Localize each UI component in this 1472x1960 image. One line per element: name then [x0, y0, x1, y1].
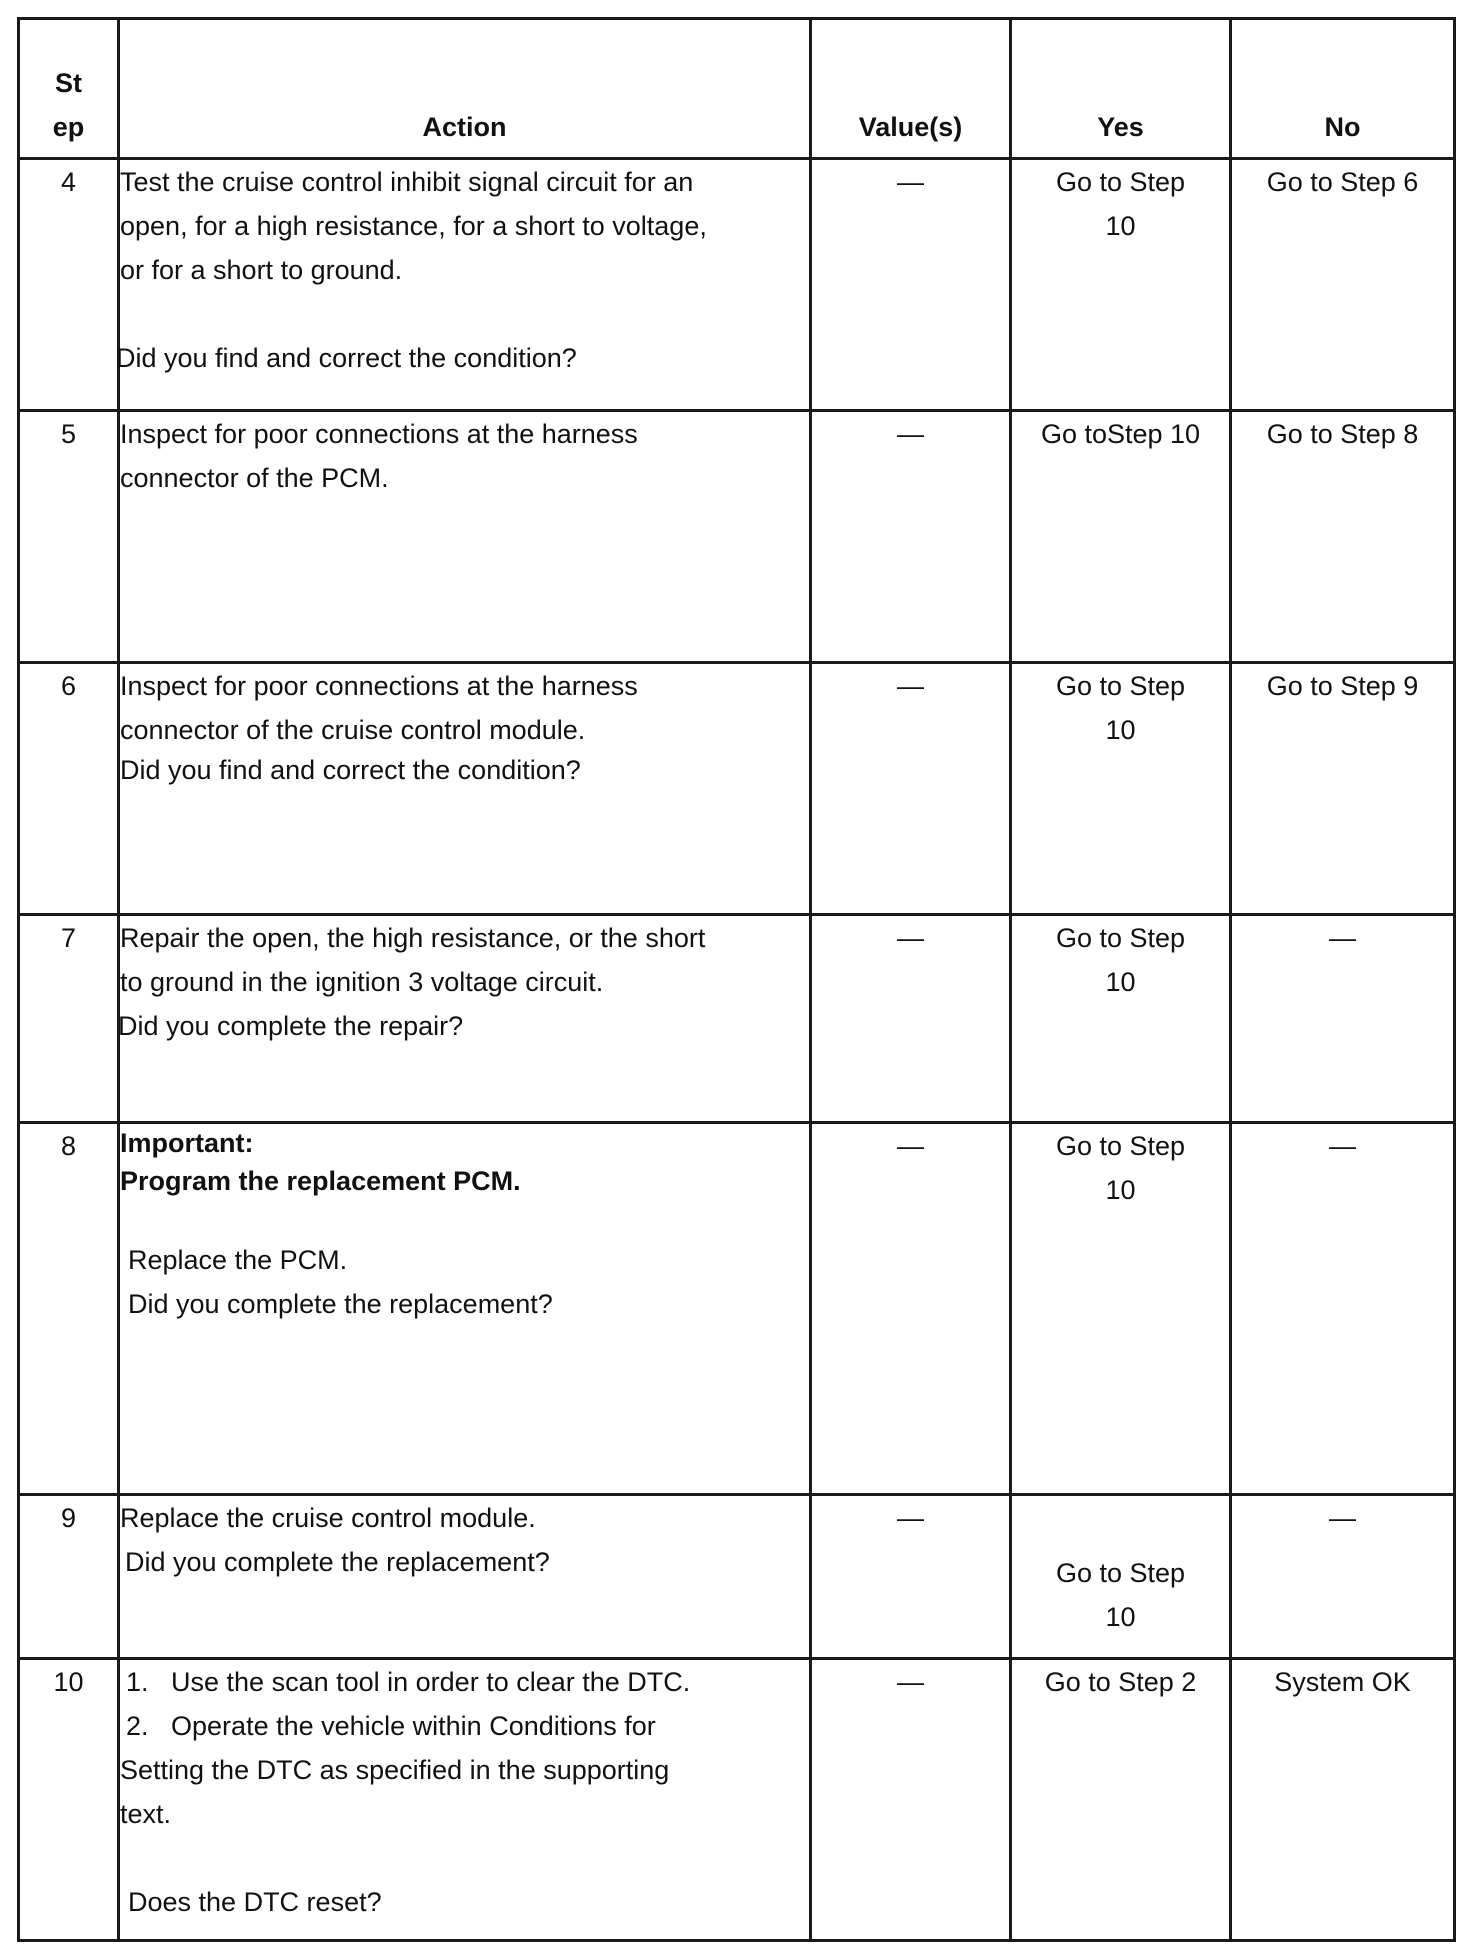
- action-line: Test the cruise control inhibit signal circuit for an: [120, 167, 694, 197]
- action-line: 2. Operate the vehicle within Conditions for: [126, 1711, 656, 1741]
- action-cell: [119, 1123, 811, 1495]
- yes-cell: [1011, 411, 1231, 663]
- value-cell: —: [811, 663, 1011, 915]
- yes-line: 10: [1105, 967, 1136, 997]
- action-cell: [119, 1659, 811, 1941]
- no-cell: System OK: [1231, 1659, 1455, 1941]
- header-action: Action: [119, 19, 811, 159]
- value-cell: —: [811, 1659, 1011, 1941]
- action-line: connector of the PCM.: [120, 463, 389, 493]
- value-cell: —: [811, 1123, 1011, 1495]
- table-row: [19, 159, 1455, 411]
- action-question: Did you find and correct the condition?: [116, 343, 577, 373]
- table-row: [19, 1659, 1455, 1941]
- yes-line: Go to Step 2: [1044, 1667, 1197, 1697]
- yes-line: Go to Step: [1055, 671, 1186, 701]
- header-yes: Yes: [1011, 19, 1231, 159]
- action-cell: [119, 411, 811, 663]
- action-line: Setting the DTC as specified in the supporting: [120, 1755, 670, 1785]
- yes-line: Go to Step: [1055, 1131, 1186, 1161]
- diagnostic-table: [17, 17, 1456, 1942]
- yes-line: 10: [1105, 1601, 1136, 1632]
- yes-line: Go toStep 10: [1040, 419, 1201, 449]
- table-row: [19, 663, 1455, 915]
- no-cell: Go to Step 8: [1231, 411, 1455, 663]
- action-line: or for a short to ground.: [120, 255, 403, 285]
- action-question: Does the DTC reset?: [128, 1887, 382, 1917]
- step-number: 7: [19, 915, 119, 1123]
- action-question: Did you complete the replacement?: [125, 1547, 550, 1577]
- yes-cell: [1011, 1123, 1231, 1495]
- value-cell: —: [811, 1495, 1011, 1659]
- action-line: Replace the cruise control module.: [120, 1503, 536, 1533]
- value-cell: —: [811, 915, 1011, 1123]
- no-cell: —: [1231, 1495, 1455, 1659]
- table-row: [19, 411, 1455, 663]
- action-line: to ground in the ignition 3 voltage circuit.: [120, 967, 604, 997]
- step-number: 6: [19, 663, 119, 915]
- action-cell: [119, 915, 811, 1123]
- table-row: [19, 915, 1455, 1123]
- action-question: Did you complete the repair?: [118, 1011, 464, 1041]
- step-number: 5: [19, 411, 119, 663]
- table-row: [19, 1495, 1455, 1659]
- yes-cell: [1011, 159, 1231, 411]
- action-line: text.: [120, 1799, 172, 1829]
- header-row: [19, 19, 1455, 159]
- yes-line: 10: [1105, 211, 1136, 241]
- action-question: Did you find and correct the condition?: [120, 755, 581, 785]
- action-line: 1. Use the scan tool in order to clear the DTC.: [126, 1667, 691, 1697]
- no-cell: Go to Step 9: [1231, 663, 1455, 915]
- yes-line: 10: [1105, 715, 1136, 745]
- action-line: connector of the cruise control module.: [120, 715, 586, 745]
- header-step: St ep: [19, 19, 119, 159]
- action-question: Did you complete the replacement?: [128, 1289, 553, 1319]
- header-values: Value(s): [811, 19, 1011, 159]
- value-cell: —: [811, 411, 1011, 663]
- yes-line: Go to Step: [1055, 1557, 1186, 1588]
- yes-cell: [1011, 915, 1231, 1123]
- step-number: 4: [19, 159, 119, 411]
- yes-line: Go to Step: [1055, 923, 1186, 953]
- action-cell: [119, 663, 811, 915]
- step-number: 8: [19, 1123, 119, 1495]
- action-cell: [116, 159, 811, 411]
- no-cell: —: [1231, 1123, 1455, 1495]
- action-cell: [119, 1495, 811, 1659]
- yes-cell: [1011, 1495, 1231, 1659]
- header-no: No: [1231, 19, 1455, 159]
- no-cell: —: [1231, 915, 1455, 1123]
- yes-line: 10: [1105, 1175, 1136, 1205]
- no-cell: Go to Step 6: [1231, 159, 1455, 411]
- yes-cell: [1011, 663, 1231, 915]
- step-number: 9: [19, 1495, 119, 1659]
- action-line: Replace the PCM.: [128, 1245, 348, 1275]
- action-line: open, for a high resistance, for a short to voltage,: [120, 211, 707, 241]
- value-cell: —: [811, 159, 1011, 411]
- action-line: Repair the open, the high resistance, or the short: [120, 923, 706, 953]
- step-number: 10: [19, 1659, 119, 1941]
- important-text: Program the replacement PCM.: [120, 1166, 521, 1196]
- important-label: Important:: [120, 1128, 254, 1158]
- table-row: [19, 1123, 1455, 1495]
- action-line: Inspect for poor connections at the harness: [120, 671, 638, 701]
- action-line: Inspect for poor connections at the harness: [120, 419, 638, 449]
- yes-cell: [1011, 1659, 1231, 1941]
- yes-line: Go to Step: [1055, 167, 1186, 197]
